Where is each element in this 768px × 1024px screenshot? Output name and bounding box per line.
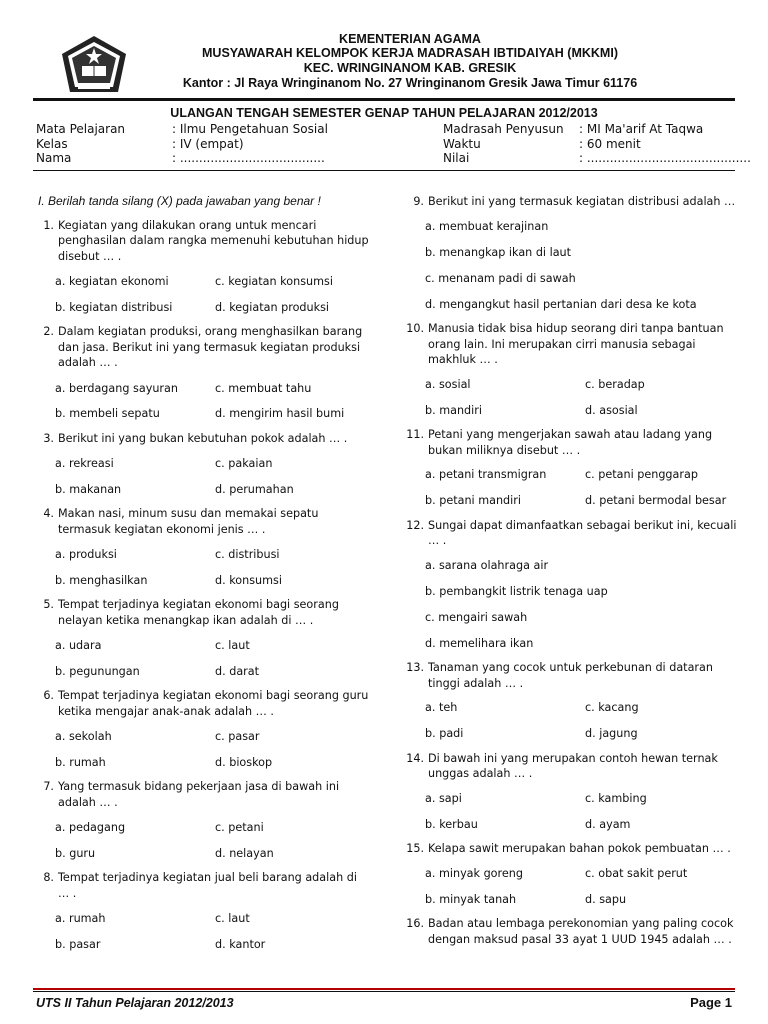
question-number: 9. (413, 195, 424, 208)
question-text: Makan nasi, minum susu dan memakai sepatu termasuk kegiatan ekonomi jenis … . (58, 507, 319, 536)
answer-option: b. pegunungan (55, 664, 140, 678)
answer-option: c. kambing (585, 791, 647, 805)
meta-label: Nilai (443, 151, 470, 165)
meta-left (36, 122, 328, 166)
answer-option: a. berdagang sayuran (55, 381, 178, 395)
question-item (34, 870, 369, 952)
meta-row (36, 122, 328, 137)
meta-row (36, 151, 328, 166)
question-text: Berikut ini yang bukan kebutuhan pokok adalah … . (58, 431, 348, 445)
question-text: Kegiatan yang dilakukan orang untuk mencari penghasilan dalam rangka memenuhi kebutuhan hidup disebut … . (58, 218, 369, 263)
meta-label: Madrasah Penyusun (443, 122, 564, 136)
question-item (404, 194, 739, 312)
answer-option: d. mengirim hasil bumi (215, 407, 345, 420)
answer-option: a. minyak goreng (425, 866, 523, 880)
answer-option: c. pasar (215, 730, 260, 743)
answer-option: c. distribusi (215, 548, 280, 561)
question-item (404, 321, 739, 418)
question-item (34, 506, 369, 588)
exam-title: ULANGAN TENGAH SEMESTER GENAP TAHUN PELAJARAN 2012/2013 (170, 106, 598, 120)
answer-option: b. mandiri (425, 403, 482, 417)
question-text: Tempat terjadinya kegiatan ekonomi bagi seorang nelayan ketika menangkap ikan adalah di … . (58, 598, 339, 627)
meta-value: : MI Ma'arif At Taqwa (579, 122, 704, 136)
question-item (34, 688, 369, 770)
question-item (34, 431, 369, 498)
answer-option: a. udara (55, 639, 102, 652)
answer-option: d. konsumsi (215, 573, 282, 587)
header-district: KEC. WRINGINANOM KAB. GRESIK (303, 61, 517, 75)
answer-option: c. kegiatan konsumsi (215, 275, 333, 288)
answer-option: c. petani penggarap (585, 468, 698, 481)
page-number: Page 1 (690, 995, 732, 1010)
answer-option: b. pasar (55, 937, 101, 951)
answer-option: b. guru (55, 846, 96, 860)
question-item (404, 841, 739, 907)
header-ministry: KEMENTERIAN AGAMA (339, 32, 481, 46)
question-text: Di bawah ini yang merupakan contoh hewan ternak unggas adalah … . (428, 751, 718, 780)
answer-option: c. beradap (585, 377, 645, 391)
question-text: Manusia tidak bisa hidup seorang diri tanpa bantuan orang lain. Ini merupakan cirri manusia sebagai makhluk … . (428, 322, 724, 366)
question-item (404, 427, 739, 509)
question-text: Dalam kegiatan produksi, orang menghasilkan barang dan jasa. Berikut ini yang termasuk kegiatan produksi adalah … . (58, 325, 363, 369)
meta-row (443, 151, 751, 166)
answer-option: a. petani transmigran (425, 468, 547, 481)
question-number: 15. (406, 842, 424, 855)
question-text: Sungai dapat dimanfaatkan sebagai berikut ini, kecuali … . (428, 518, 737, 547)
meta-label: Kelas (36, 136, 68, 151)
answer-option: b. rumah (55, 755, 106, 769)
question-item (34, 218, 369, 316)
answer-option: d. ayam (585, 817, 631, 831)
answer-option: a. teh (425, 701, 458, 714)
meta-value: : 60 menit (579, 136, 641, 151)
question-number: 4. (43, 507, 54, 520)
question-item (34, 779, 369, 861)
question-text: Yang termasuk bidang pekerjaan jasa di bawah ini adalah … . (58, 780, 340, 809)
answer-option: c. laut (215, 639, 250, 652)
answer-option: c. menanam padi di sawah (425, 271, 576, 285)
header-divider (33, 98, 735, 101)
answer-option: a. sapi (425, 791, 462, 805)
questions-right-column (404, 194, 739, 956)
question-text: Tempat terjadinya kegiatan jual beli barang adalah di … . (58, 871, 357, 900)
answer-option: a. kegiatan ekonomi (55, 275, 169, 288)
question-number: 12. (406, 518, 424, 532)
answer-option: c. pakaian (215, 457, 273, 470)
meta-label: Mata Pelajaran (36, 122, 126, 136)
answer-option: a. rumah (55, 912, 106, 925)
answer-option: d. memelihara ikan (425, 636, 534, 650)
answer-option: a. produksi (55, 548, 117, 561)
question-number: 14. (406, 751, 424, 765)
meta-value: : ...................................... (172, 151, 325, 165)
answer-option: a. pedagang (55, 821, 126, 834)
meta-right (443, 122, 751, 166)
answer-option: d. perumahan (215, 482, 294, 496)
answer-option: d. jagung (585, 727, 638, 740)
footer-divider (33, 991, 735, 992)
answer-option: c. mengairi sawah (425, 610, 528, 624)
meta-row (443, 122, 751, 137)
question-number: 2. (43, 325, 54, 338)
question-number: 3. (43, 431, 54, 445)
answer-option: b. pembangkit listrik tenaga uap (425, 584, 608, 598)
footer-label: UTS II Tahun Pelajaran 2012/2013 (36, 996, 234, 1010)
question-item (404, 751, 739, 833)
answer-option: d. sapu (585, 892, 627, 906)
answer-option: d. kantor (215, 937, 266, 951)
question-text: Kelapa sawit merupakan bahan pokok pembuatan … . (428, 842, 731, 855)
answer-option: d. darat (215, 664, 260, 678)
question-number: 16. (406, 917, 424, 930)
answer-option: d. mengangkut hasil pertanian dari desa ke kota (425, 297, 697, 311)
question-number: 8. (43, 871, 54, 884)
kemenag-logo-icon (58, 34, 130, 96)
meta-value: : IV (empat) (172, 136, 244, 151)
questions-left-column (34, 194, 369, 961)
meta-value: : ........................................... (579, 151, 751, 165)
answer-option: b. minyak tanah (425, 892, 517, 906)
instruction: I. Berilah tanda silang (X) pada jawaban yang benar ! (38, 194, 321, 208)
answer-option: c. laut (215, 912, 250, 925)
question-text: Tempat terjadinya kegiatan ekonomi bagi seorang guru ketika mengajar anak-anak adalah … . (58, 689, 369, 718)
question-item (34, 324, 369, 422)
meta-row (443, 137, 751, 152)
question-number: 13. (406, 661, 424, 674)
question-item (34, 597, 369, 679)
meta-value: : Ilmu Pengetahuan Sosial (172, 122, 328, 136)
question-number: 11. (406, 428, 424, 441)
answer-option: b. menghasilkan (55, 573, 148, 587)
answer-option: a. membuat kerajinan (425, 219, 549, 233)
answer-option: a. rekreasi (55, 457, 114, 470)
answer-option: d. kegiatan produksi (215, 300, 330, 314)
question-item (404, 916, 739, 947)
answer-option: b. padi (425, 727, 464, 740)
answer-option: b. kegiatan distribusi (55, 300, 173, 314)
answer-option: c. obat sakit perut (585, 866, 688, 880)
meta-row (36, 137, 328, 152)
meta-label: Nama (36, 151, 72, 165)
answer-option: d. petani bermodal besar (585, 494, 727, 507)
question-number: 1. (43, 218, 54, 232)
answer-option: b. menangkap ikan di laut (425, 245, 572, 259)
answer-option: a. sosial (425, 377, 471, 391)
answer-option: d. asosial (585, 403, 638, 417)
answer-option: c. membuat tahu (215, 381, 312, 395)
meta-divider (33, 170, 735, 171)
question-number: 7. (43, 780, 54, 793)
question-item (404, 518, 739, 652)
meta-label: Waktu (443, 136, 481, 151)
answer-option: a. sekolah (55, 730, 112, 743)
question-text: Petani yang mengerjakan sawah atau ladang yang bukan miliknya disebut … . (428, 428, 713, 457)
question-text: Tanaman yang cocok untuk perkebunan di dataran tinggi adalah … . (428, 661, 713, 690)
question-text: Berikut ini yang termasuk kegiatan distribusi adalah … (428, 195, 736, 208)
answer-option: b. membeli sepatu (55, 407, 160, 420)
answer-option: c. petani (215, 821, 264, 834)
question-number: 5. (43, 598, 54, 611)
question-text: Badan atau lembaga perekonomian yang paling cocok dengan maksud pasal 33 ayat 1 UUD 1945 adalah … . (428, 917, 734, 946)
header-address: Kantor : Jl Raya Wringinanom No. 27 Wringinanom Gresik Jawa Timur 61176 (182, 76, 638, 90)
answer-option: d. nelayan (215, 846, 274, 860)
answer-option: b. makanan (55, 482, 122, 496)
answer-option: b. petani mandiri (425, 494, 521, 507)
answer-option: b. kerbau (425, 817, 478, 831)
footer-divider-red (33, 988, 735, 990)
answer-option: d. bioskop (215, 755, 273, 769)
answer-option: a. sarana olahraga air (425, 558, 549, 572)
answer-option: c. kacang (585, 701, 639, 714)
question-number: 6. (43, 689, 54, 702)
question-number: 10. (406, 322, 424, 335)
question-item (404, 660, 739, 742)
header-organization: MUSYAWARAH KELOMPOK KERJA MADRASAH IBTIDAIYAH (MKKMI) (202, 46, 618, 60)
